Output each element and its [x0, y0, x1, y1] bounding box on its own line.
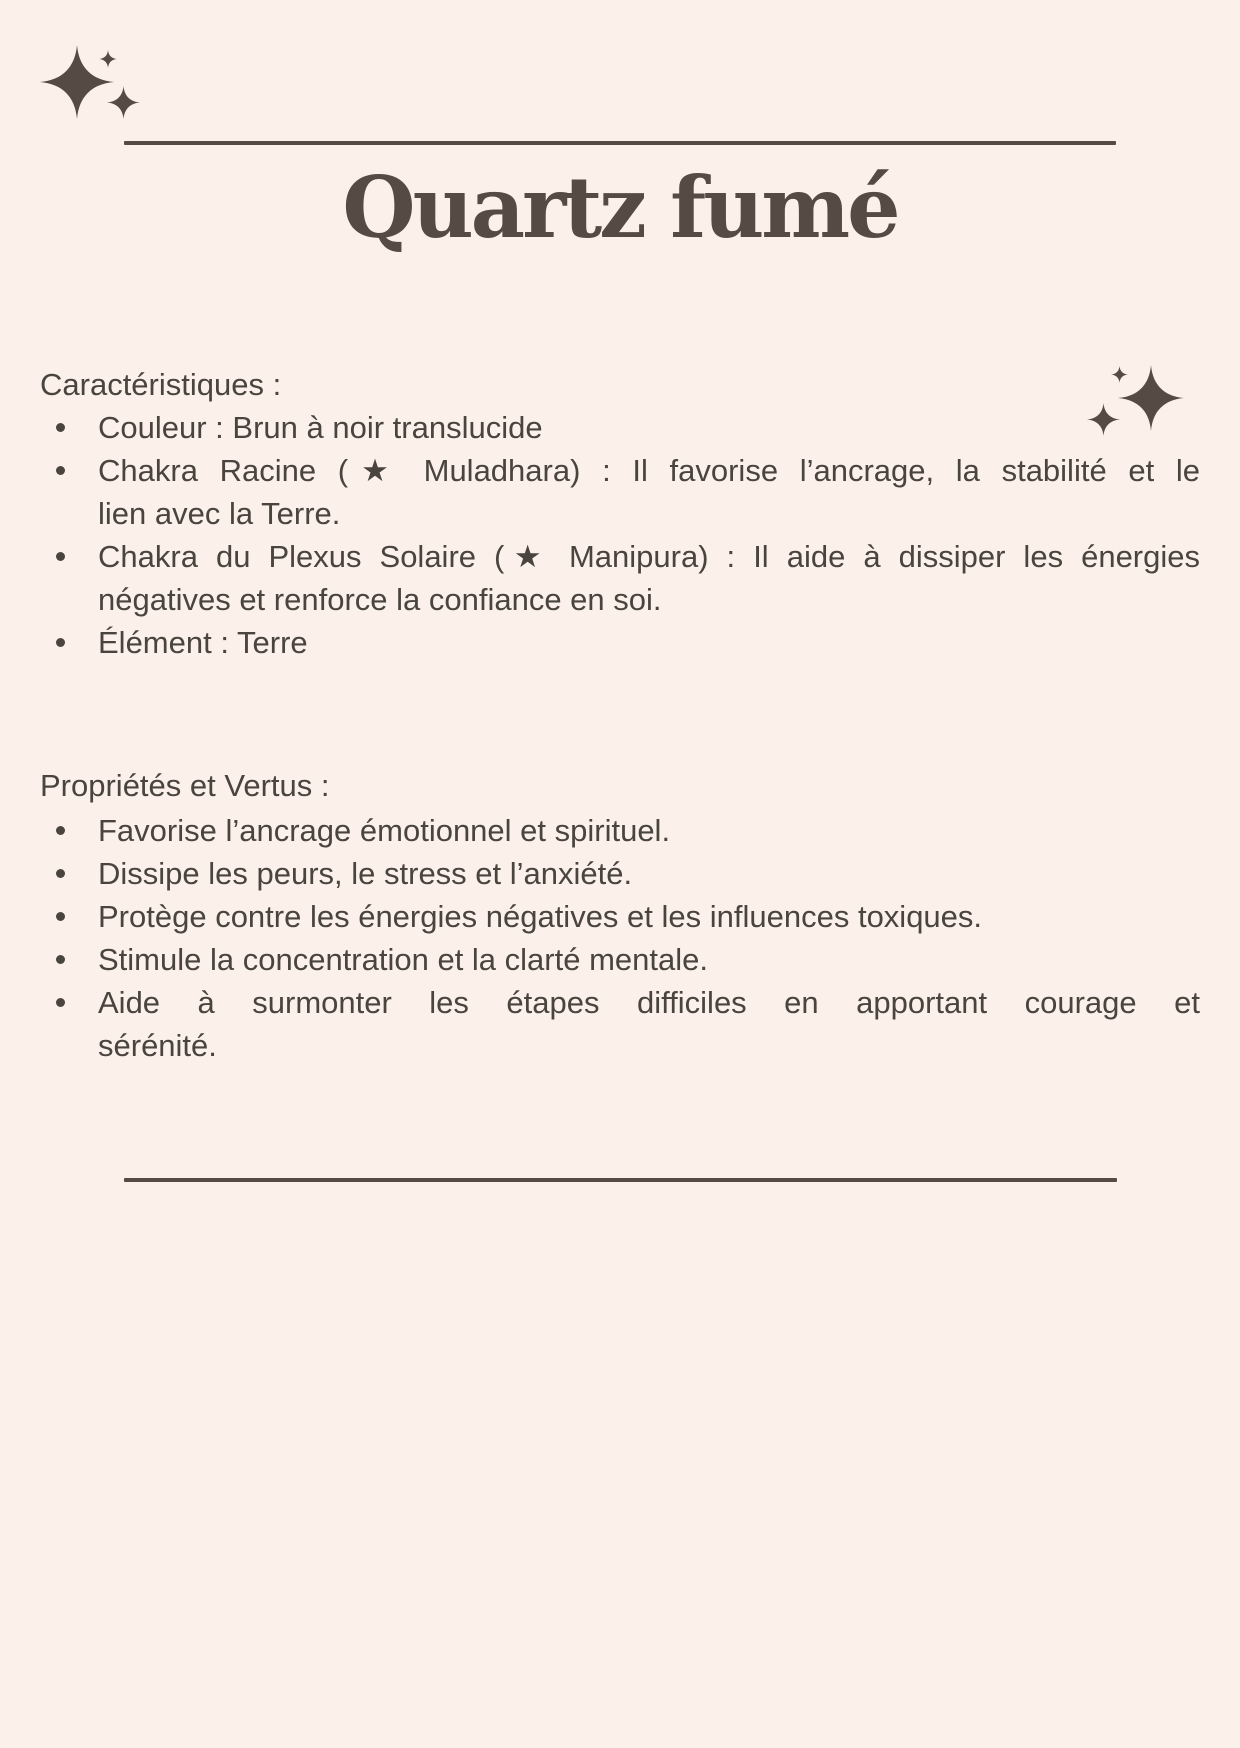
list-item-text: Aide à surmonter les étapes difficiles en apportant courage et	[98, 985, 1200, 1020]
sparkle-small-icon	[99, 50, 117, 68]
sparkle-medium-icon	[107, 86, 140, 119]
list-item	[40, 406, 1200, 449]
sparkle-small-top-left	[99, 50, 117, 68]
bullet-dot-icon	[56, 998, 65, 1007]
page-title: Quartz fumé	[342, 158, 898, 257]
bullet-dot-icon	[56, 912, 65, 921]
bullet-dot-icon	[56, 638, 65, 647]
list-item	[40, 621, 1200, 664]
list-item	[40, 895, 1200, 938]
list-item-text: Favorise l’ancrage émotionnel et spirituel.	[98, 813, 671, 848]
list-item-text: Protège contre les énergies négatives et les influences toxiques.	[98, 899, 983, 934]
section-header: Caractéristiques :	[40, 367, 282, 402]
list-item	[40, 981, 1200, 1067]
list-item-text: Stimule la concentration et la clarté mentale.	[98, 942, 708, 977]
bullet-dot-icon	[56, 466, 65, 475]
section-header: Propriétés et Vertus :	[40, 768, 330, 803]
section-properties	[40, 764, 1200, 1067]
title-divider-line	[124, 141, 1116, 145]
bullet-dot-icon	[56, 869, 65, 878]
list-item-text: sérénité.	[98, 1028, 217, 1063]
list-item-text: Couleur : Brun à noir translucide	[98, 410, 543, 445]
bullet-dot-icon	[56, 826, 65, 835]
characteristics-list	[40, 406, 1200, 664]
list-item-text: négatives et renforce la confiance en soi.	[98, 582, 662, 617]
list-item	[40, 535, 1200, 621]
list-item-text: Chakra Racine (★ Muladhara) : Il favorise l’ancrage, la stabilité et le	[98, 453, 1200, 488]
section-characteristics	[40, 363, 1200, 664]
list-item-text: lien avec la Terre.	[98, 496, 341, 531]
list-item-text: Chakra du Plexus Solaire (★ Manipura) : Il aide à dissiper les énergies	[98, 539, 1200, 574]
list-item	[40, 852, 1200, 895]
list-item	[40, 938, 1200, 981]
bullet-dot-icon	[56, 552, 65, 561]
bottom-divider-line	[124, 1178, 1117, 1182]
list-item-text: Élément : Terre	[98, 625, 308, 660]
properties-list	[40, 809, 1200, 1067]
bullet-dot-icon	[56, 955, 65, 964]
bullet-dot-icon	[56, 423, 65, 432]
list-item	[40, 449, 1200, 535]
list-item-text: Dissipe les peurs, le stress et l’anxiété.	[98, 856, 633, 891]
list-item	[40, 809, 1200, 852]
sparkle-medium-top-left	[107, 86, 140, 119]
